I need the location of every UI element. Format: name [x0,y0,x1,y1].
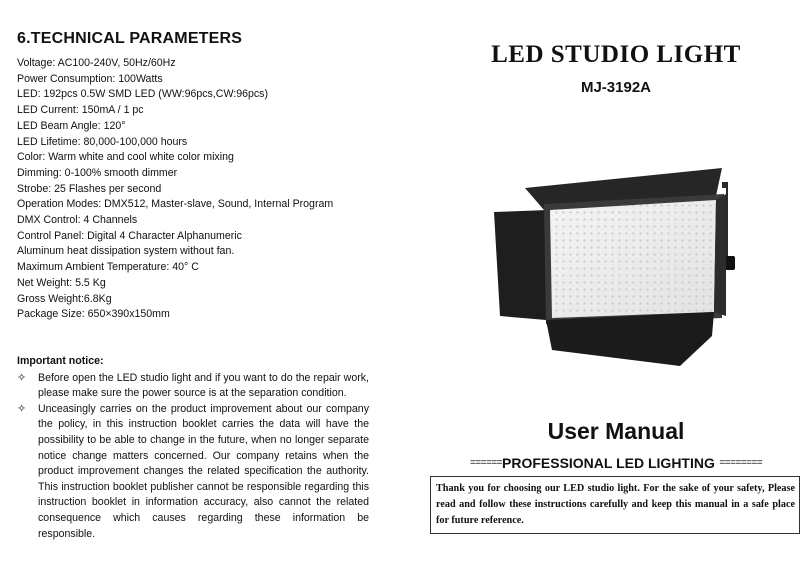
bottom-barn-door [546,312,714,366]
param-heat-dissipation: Aluminum heat dissipation system without fan. [17,245,235,258]
manual-title: User Manual [547,418,685,444]
param-gross-weight: Gross Weight:6.8Kg [17,292,112,305]
diamond-bullet-icon: ✧ [17,402,27,415]
right-barn-door [714,194,726,316]
param-operation-modes: Operation Modes: DMX512, Master-slave, Sound, Internal Program [17,198,334,211]
param-net-weight: Net Weight: 5.5 Kg [17,276,106,289]
technical-section [17,30,369,323]
parameters-list [17,56,369,323]
notice-title: Important notice: [17,355,104,367]
notice-text: Before open the LED studio light and if you want to do the repair work, please make sure the power source is at the separation condition. [38,371,369,400]
section-title: 6.TECHNICAL PARAMETERS [17,30,243,47]
param-led-current: LED Current: 150mA / 1 pc [17,104,144,117]
model-number: MJ-3192A [580,79,652,96]
param-color: Color: Warm white and cool white color mixing [17,151,234,164]
param-dimming: Dimming: 0-100% smooth dimmer [17,166,178,179]
diamond-bullet-icon: ✧ [17,371,27,384]
param-beam-angle: LED Beam Angle: 120° [17,119,126,132]
param-lifetime: LED Lifetime: 80,000-100,000 hours [17,135,188,148]
left-barn-door [494,210,548,320]
notice-text: Unceasingly carries on the product improvement about our company the policy, in this instruction booklet carries the data will have the possibility to be able to change in the future, when no longer separate notice change matters concerned. Our company retains when the product improvement changes the related specification the authority. This instruction booklet publisher cannot be responsible regarding this instruction booklet in information accuracy, also cannot the related consequence which causes regarding these information be responsible. [38,402,369,540]
product-title: LED STUDIO LIGHT [491,41,741,68]
important-notice [17,354,369,542]
notice-item [17,371,369,402]
panel-leds [550,200,716,318]
param-power: Power Consumption: 100Watts [17,72,163,85]
left-dashes: ====== [469,457,502,469]
thank-you-box: Thank you for choosing our LED studio light. For the sake of your safety, Please read and follow these instructions carefully and keep this manual in a safe place for future reference. [430,476,800,534]
subtitle-line [430,454,802,472]
param-package-size: Package Size: 650×390x150mm [17,308,170,321]
param-ambient-temperature: Maximum Ambient Temperature: 40° C [17,261,199,274]
param-strobe: Strobe: 25 Flashes per second [17,182,162,195]
notice-item [17,402,369,542]
param-dmx-control: DMX Control: 4 Channels [17,214,138,227]
param-control-panel: Control Panel: Digital 4 Character Alphanumeric [17,229,242,242]
param-voltage: Voltage: AC100-240V, 50Hz/60Hz [17,57,176,69]
right-dashes: ======== [719,457,763,469]
led-panel-image [490,160,750,375]
param-led: LED: 192pcs 0.5W SMD LED (WW:96pcs,CW:96pcs) [17,88,268,101]
knob [726,256,735,270]
subtitle-text: PROFESSIONAL LED LIGHTING [502,454,715,471]
